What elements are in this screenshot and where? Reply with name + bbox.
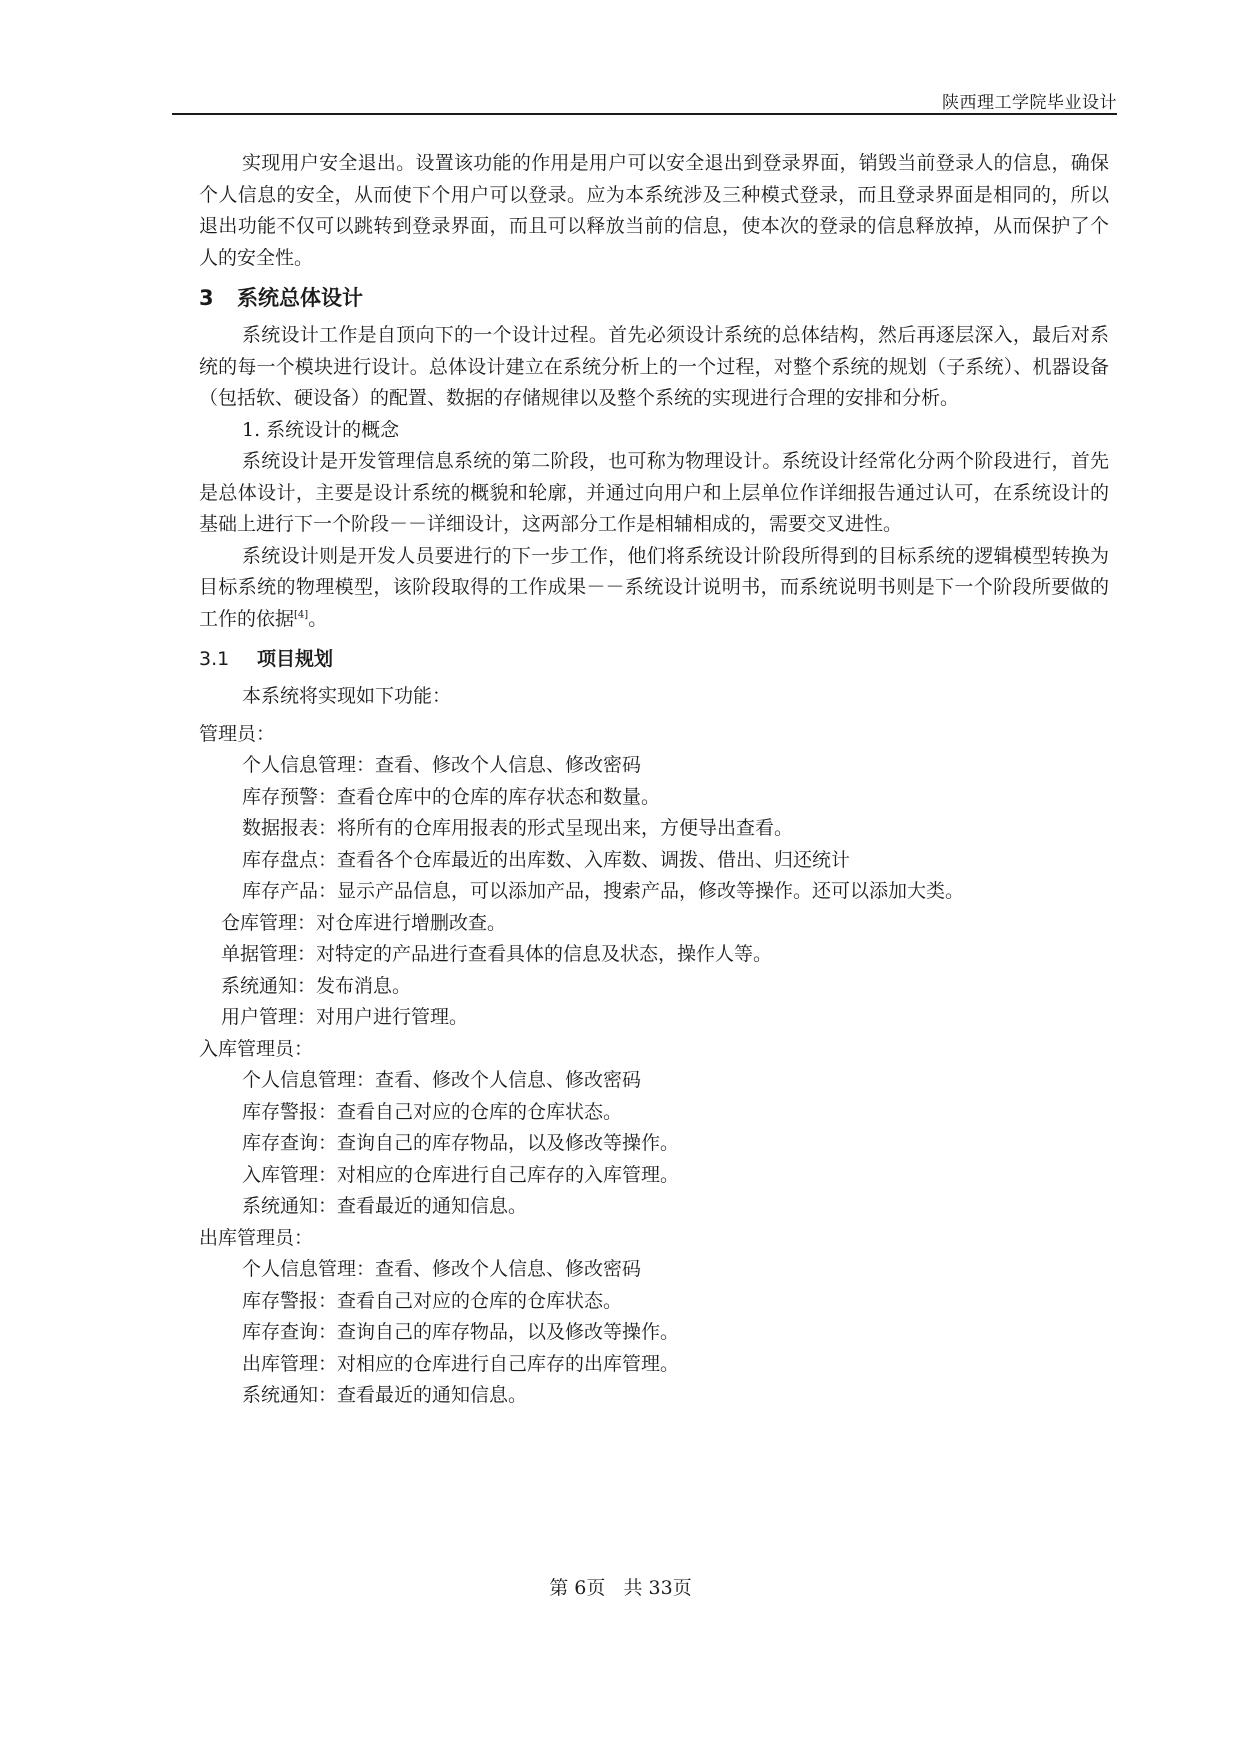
list-item: 系统通知：查看最近的通知信息。 [242, 1195, 528, 1217]
section-3-heading [199, 282, 1109, 314]
concept-subheading: 1. 系统设计的概念 [242, 418, 400, 441]
section-3-1-number: 3.1 [199, 648, 230, 670]
section-3-1-title: 项目规划 [257, 648, 334, 670]
citation-ref: [4] [294, 609, 309, 621]
page-number-footer: 第 6页 共 33页 [549, 1577, 692, 1599]
list-item: 库存预警：查看仓库中的仓库的库存状态和数量。 [242, 785, 661, 808]
section-3-1-heading [199, 643, 1109, 675]
list-item: 仓库管理：对仓库进行增删改查。 [221, 911, 507, 934]
list-item: 个人信息管理：查看、修改个人信息、修改密码 [242, 1258, 642, 1280]
section-3-number: 3 [199, 286, 214, 310]
outbound-role-title: 出库管理员： [199, 1226, 314, 1249]
admin-role-title: 管理员： [199, 722, 276, 745]
inbound-role-title: 入库管理员： [199, 1037, 314, 1060]
list-item: 出库管理：对相应的仓库进行自己库存的出库管理。 [242, 1352, 680, 1375]
page-body [199, 148, 1109, 1412]
list-item: 库存产品：显示产品信息，可以添加产品，搜索产品，修改等操作。还可以添加大类。 [242, 880, 965, 902]
paragraph-next-step-period: 。 [308, 607, 328, 630]
paragraph-concept: 系统设计是开发管理信息系统的第二阶段，也可称为物理设计。系统设计经常化分两个阶段进行，首先是总体设计，主要是设计系统的概貌和轮廓，并通过向用户和上层单位作详细报告通过认可，在系统设计的基础上进行下一个阶段－－详细设计，这两部分工作是相辅相成的，需要交叉进性。 [199, 450, 1109, 535]
list-item: 库存查询：查询自己的库存物品，以及修改等操作。 [242, 1321, 680, 1343]
list-item: 库存警报：查看自己对应的仓库的仓库状态。 [242, 1289, 623, 1312]
paragraph-next-step-text: 系统设计则是开发人员要进行的下一步工作，他们将系统设计阶段所得到的目标系统的逻辑模型转换为目标系统的物理模型，该阶段取得的工作成果－－系统设计说明书，而系统说明书则是下一个阶段所要做的工作的依据 [199, 544, 1109, 630]
paragraph-logout: 实现用户安全退出。设置该功能的作用是用户可以安全退出到登录界面，销毁当前登录人的信息，确保个人信息的安全，从而使下个用户可以登录。应为本系统涉及三种模式登录，而且登录界面是相同的，所以退出功能不仅可以跳转到登录界面，而且可以释放当前的信息，使本次的登录的信息释放掉，从而保护了个人的安全性。 [199, 152, 1109, 269]
paragraph-next-step [199, 541, 1109, 636]
list-item: 库存盘点：查看各个仓库最近的出库数、入库数、调拨、借出、归还统计 [242, 848, 851, 871]
list-item: 库存警报：查看自己对应的仓库的仓库状态。 [242, 1100, 623, 1123]
list-item: 单据管理：对特定的产品进行查看具体的信息及状态，操作人等。 [221, 943, 773, 965]
list-item: 系统通知：查看最近的通知信息。 [242, 1384, 528, 1406]
paragraph-design-intro: 系统设计工作是自顶向下的一个设计过程。首先必须设计系统的总体结构，然后再逐层深入，最后对系统的每一个模块进行设计。总体设计建立在系统分析上的一个过程，对整个系统的规划（子系统）、机器设备（包括软、硬设备）的配置、数据的存储规律以及整个系统的实现进行合理的安排和分析。 [199, 324, 1109, 409]
list-item: 入库管理：对相应的仓库进行自己库存的入库管理。 [242, 1163, 680, 1186]
list-item: 数据报表：将所有的仓库用报表的形式呈现出来，方便导出查看。 [242, 817, 794, 839]
header-rule [172, 113, 1117, 115]
list-item: 系统通知：发布消息。 [221, 974, 412, 997]
list-item: 用户管理：对用户进行管理。 [221, 1006, 469, 1028]
list-item: 个人信息管理：查看、修改个人信息、修改密码 [242, 754, 642, 776]
header-school-name: 陕西理工学院毕业设计 [942, 93, 1117, 113]
list-item: 库存查询：查询自己的库存物品，以及修改等操作。 [242, 1132, 680, 1154]
functions-intro: 本系统将实现如下功能： [242, 685, 452, 707]
section-3-title: 系统总体设计 [237, 286, 363, 310]
list-item: 个人信息管理：查看、修改个人信息、修改密码 [242, 1069, 642, 1091]
